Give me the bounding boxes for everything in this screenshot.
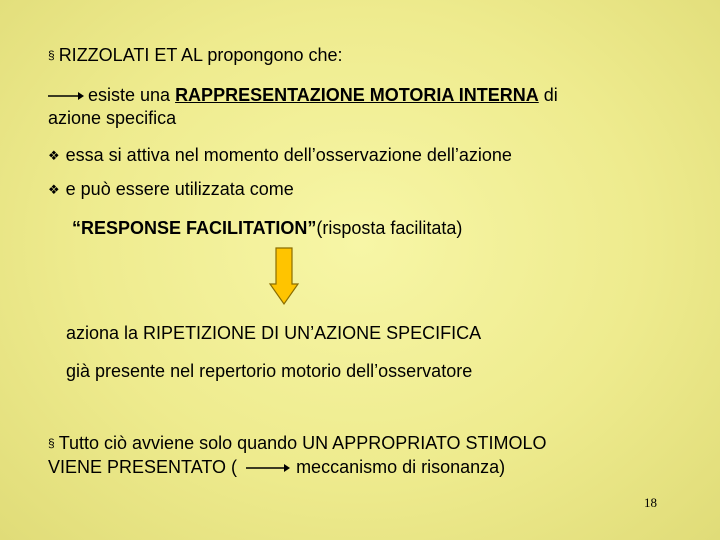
section-bullet-icon: § xyxy=(48,48,55,62)
bullet-item-usage xyxy=(48,178,294,201)
intro-text: RIZZOLATI ET AL propongono che: xyxy=(58,45,343,65)
response-facilitation-line xyxy=(72,217,462,239)
conclusion-line-2 xyxy=(48,456,505,478)
section-bullet-icon: § xyxy=(48,436,55,450)
right-arrow-icon xyxy=(48,91,84,101)
conclusion-line-1 xyxy=(48,432,547,454)
diamond-bullet-icon: ❖ xyxy=(48,182,60,197)
right-arrow-icon xyxy=(246,463,290,473)
response-facilitation-translation: (risposta facilitata) xyxy=(316,218,463,238)
action-line-1: aziona la RIPETIZIONE DI UN’AZIONE SPECIFICA xyxy=(66,323,482,343)
representation-highlight: RAPPRESENTAZIONE MOTORIA INTERNA xyxy=(175,85,539,105)
conclusion-pre: VIENE PRESENTATO ( xyxy=(48,457,238,477)
conclusion-post: meccanismo di risonanza) xyxy=(296,457,506,477)
bullet-item-activation xyxy=(48,144,512,167)
response-facilitation-term: “RESPONSE FACILITATION” xyxy=(72,218,317,238)
conclusion-text: Tutto ciò avviene solo quando UN APPROPRIATO STIMOLO xyxy=(58,433,547,453)
down-arrow-icon xyxy=(268,246,300,306)
page-number: 18 xyxy=(644,495,657,510)
bullet-item-text: essa si attiva nel momento dell’osservazione dell’azione xyxy=(65,145,512,165)
diamond-bullet-icon: ❖ xyxy=(48,148,60,163)
bullet-item-text: e può essere utilizzata come xyxy=(65,179,294,199)
action-line-2: già presente nel repertorio motorio dell’osservatore xyxy=(66,361,473,381)
intro-line xyxy=(48,44,343,66)
representation-line xyxy=(48,84,558,106)
representation-post: di xyxy=(538,85,558,105)
representation-continuation: azione specifica xyxy=(48,108,177,128)
representation-pre: esiste una xyxy=(88,85,176,105)
